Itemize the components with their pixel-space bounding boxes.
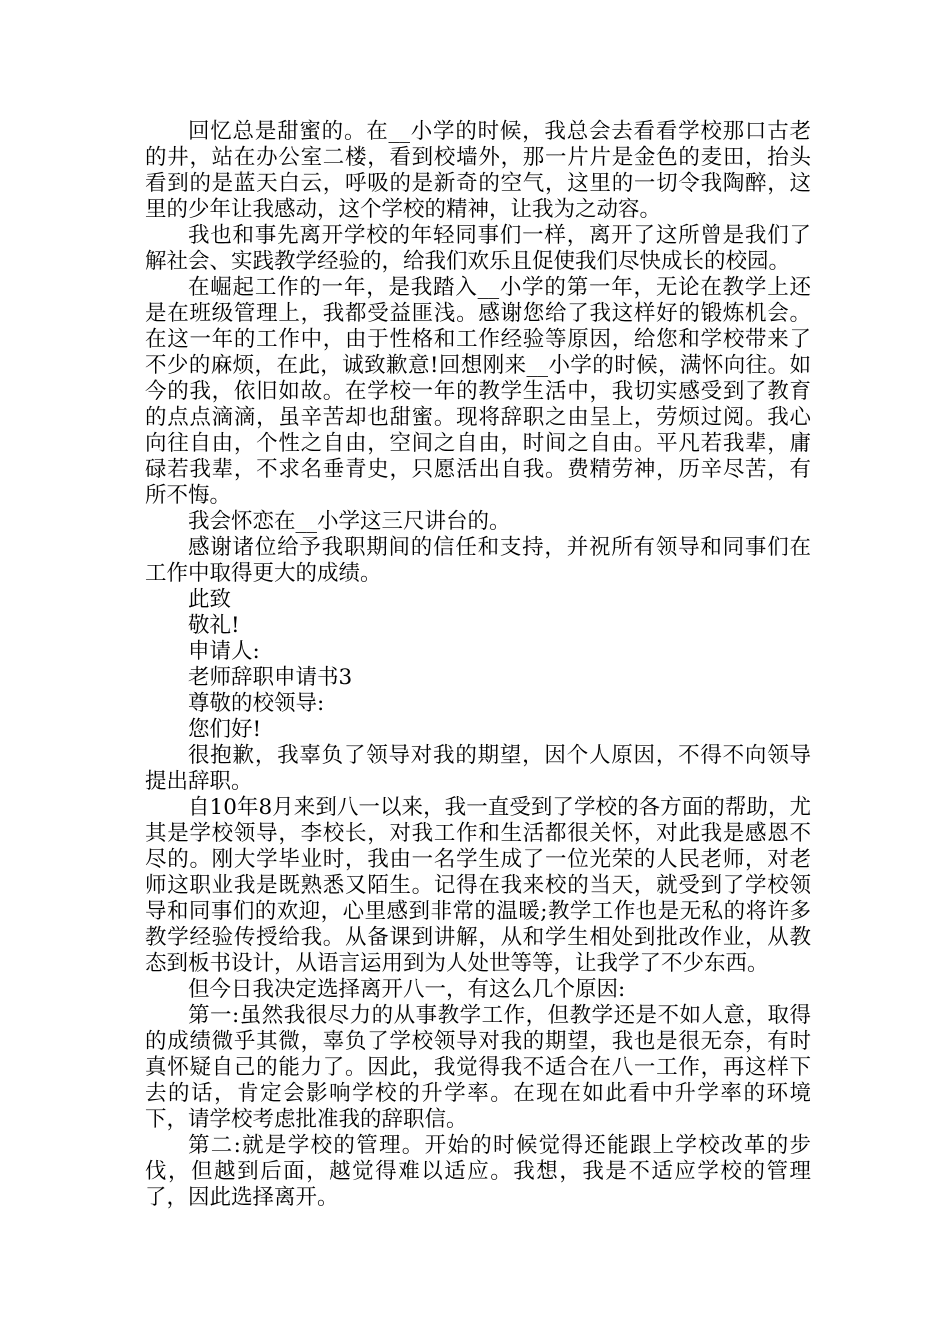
paragraph-apology: 很抱歉，我辜负了领导对我的期望，因个人原因，不得不向领导提出辞职。	[145, 743, 811, 794]
applicant-label: 申请人:	[188, 639, 260, 664]
paragraph-reason-one: 第一:虽然我很尽力的从事教学工作，但教学还是不如人意，取得的成绩微乎其微，辜负了学校领导对我的期望，我也是很无奈，有时真怀疑自己的能力了。因此，我觉得我不适合在八一工作，再这样下去的话，肯定会影响学校的升学率。在现在如此看中升学率的环境下，请学校考虑批准我的辞职信。	[145, 1003, 811, 1132]
paragraph-history: 自10年8月来到八一以来，我一直受到了学校的各方面的帮助，尤其是学校领导，李校长，对我工作和生活都很关怀，对此我是感恩不尽的。刚大学毕业时，我由一名学生成了一位光荣的人民老师，对老师这职业我是既熟悉又陌生。记得在我来校的当天，就受到了学校领导和同事们的欢迎，心里感到非常的温暖;教学工作也是无私的将许多教学经验传授给我。从备课到讲解，从和学生相处到批改作业，从教态到板书设计，从语言运用到为人处世等等，让我学了不少东西。	[145, 795, 811, 976]
greeting: 您们好!	[188, 717, 262, 742]
salutation: 尊敬的校领导:	[188, 691, 325, 716]
closing-cizhi: 此致	[188, 587, 232, 612]
paragraph-podium: 我会怀恋在__小学这三尺讲台的。	[188, 509, 511, 534]
paragraph-first-year: 在崛起工作的一年，是我踏入__小学的第一年，无论在教学上还是在班级管理上，我都受益匪浅。感谢您给了我这样好的锻炼机会。在这一年的工作中，由于性格和工作经验等原因，给您和学校带来了不少的麻烦，在此，诚致歉意!回想刚来__小学的时候，满怀向往。如今的我，依旧如故。在学校一年的教学生活中，我切实感受到了教育的点点滴滴，虽辛苦却也甜蜜。现将辞职之由呈上，劳烦过阅。我心向往自由，个性之自由，空间之自由，时间之自由。平凡若我辈，庸碌若我辈，不求名垂青史，只愿活出自我。费精劳神，历辛尽苦，有所不悔。	[145, 275, 811, 508]
closing-jingli: 敬礼!	[188, 613, 240, 638]
paragraph-memories: 回忆总是甜蜜的。在__小学的时候，我总会去看看学校那口古老的井，站在办公室二楼，看到校墙外，那一片片是金色的麦田，抬头看到的是蓝天白云，呼吸的是新奇的空气，这里的一切令我陶醉，这里的少年让我感动，这个学校的精神，让我为之动容。	[145, 119, 811, 222]
paragraph-thanks: 感谢诸位给予我职期间的信任和支持，并祝所有领导和同事们在工作中取得更大的成绩。	[145, 535, 811, 586]
paragraph-reasons-intro: 但今日我决定选择离开八一，有这么几个原因:	[188, 977, 626, 1002]
paragraph-reason-two: 第二:就是学校的管理。开始的时候觉得还能跟上学校改革的步伐，但越到后面，越觉得难以适应。我想，我是不适应学校的管理了，因此选择离开。	[145, 1133, 811, 1210]
document-body	[145, 119, 811, 1211]
paragraph-colleagues: 我也和事先离开学校的年轻同事们一样，离开了这所曾是我们了解社会、实践教学经验的，给我们欢乐且促使我们尽快成长的校园。	[145, 223, 811, 274]
section-title: 老师辞职申请书3	[188, 665, 353, 690]
